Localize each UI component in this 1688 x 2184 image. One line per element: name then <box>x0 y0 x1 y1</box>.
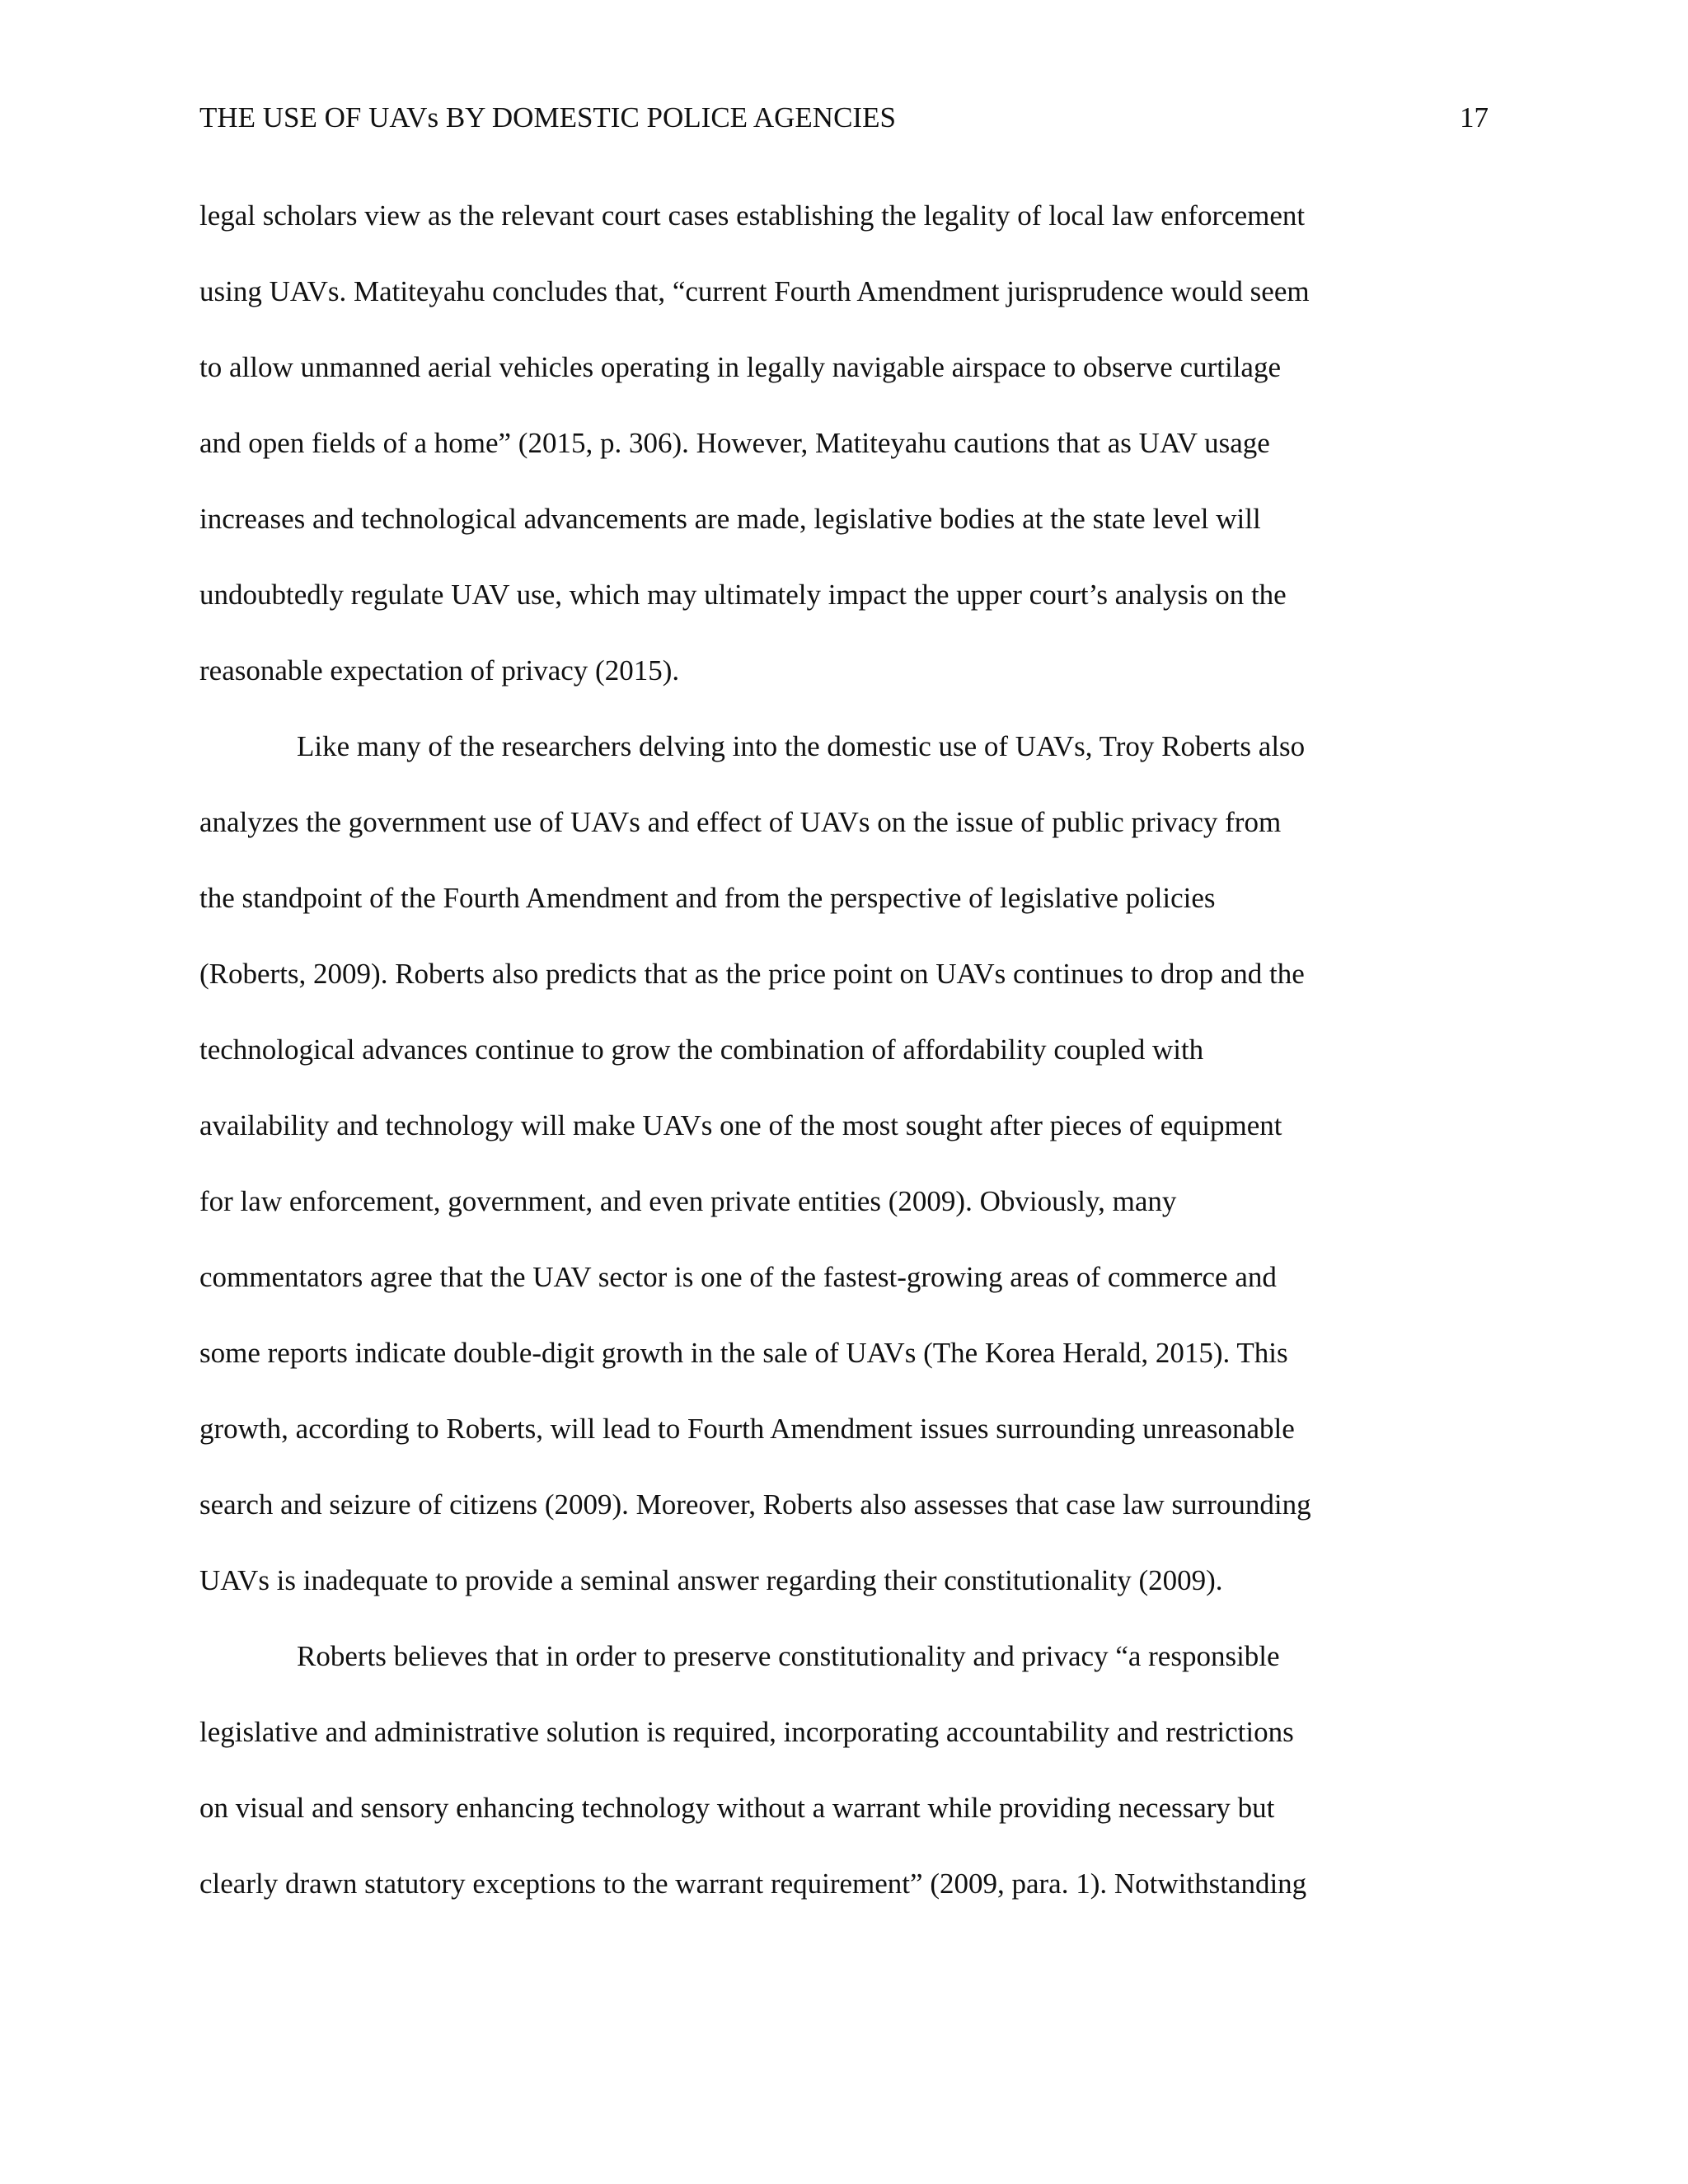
text-line: analyzes the government use of UAVs and effect of UAVs on the issue of public privacy from <box>199 806 1282 838</box>
text-line: UAVs is inadequate to provide a seminal answer regarding their constitutionality (2009). <box>199 1564 1223 1596</box>
text-line: undoubtedly regulate UAV use, which may ultimately impact the upper court’s analysis on the <box>199 579 1287 611</box>
body-text <box>199 195 1495 1939</box>
text-line: legal scholars view as the relevant court cases establishing the legality of local law enforcement <box>199 199 1306 232</box>
text-line: growth, according to Roberts, will lead to Fourth Amendment issues surrounding unreasonable <box>199 1413 1295 1445</box>
text-line: using UAVs. Matiteyahu concludes that, “current Fourth Amendment jurisprudence would seem <box>199 275 1310 307</box>
paragraph-first-line: Like many of the researchers delving into the domestic use of UAVs, Troy Roberts also <box>297 730 1306 762</box>
text-line: technological advances continue to grow the combination of affordability coupled with <box>199 1033 1204 1066</box>
text-line: search and seizure of citizens (2009). Moreover, Roberts also assesses that case law surrounding <box>199 1488 1311 1521</box>
page-number: 17 <box>1460 101 1489 134</box>
text-line: for law enforcement, government, and even private entities (2009). Obviously, many <box>199 1185 1177 1217</box>
text-line: and open fields of a home” (2015, p. 306). However, Matiteyahu cautions that as UAV usage <box>199 427 1270 459</box>
text-line: (Roberts, 2009). Roberts also predicts that as the price point on UAVs continues to drop and the <box>199 958 1305 990</box>
text-line: on visual and sensory enhancing technology without a warrant while providing necessary but <box>199 1792 1275 1824</box>
text-line: increases and technological advancements are made, legislative bodies at the state level will <box>199 503 1261 535</box>
running-head <box>199 97 1489 138</box>
text-line: some reports indicate double-digit growth in the sale of UAVs (The Korea Herald, 2015). This <box>199 1337 1288 1369</box>
text-line: clearly drawn statutory exceptions to the warrant requirement” (2009, para. 1). Notwithstanding <box>199 1868 1307 1900</box>
text-line: the standpoint of the Fourth Amendment and from the perspective of legislative policies <box>199 882 1216 914</box>
text-line: commentators agree that the UAV sector is one of the fastest-growing areas of commerce and <box>199 1261 1277 1293</box>
text-line: to allow unmanned aerial vehicles operating in legally navigable airspace to observe curtilage <box>199 351 1281 383</box>
text-line: availability and technology will make UAVs one of the most sought after pieces of equipment <box>199 1109 1282 1141</box>
text-line: reasonable expectation of privacy (2015). <box>199 654 680 687</box>
running-title: THE USE OF UAVs BY DOMESTIC POLICE AGENCIES <box>199 101 896 134</box>
text-line: legislative and administrative solution is required, incorporating accountability and restrictions <box>199 1716 1294 1748</box>
paragraph-first-line: Roberts believes that in order to preserve constitutionality and privacy “a responsible <box>297 1640 1280 1672</box>
